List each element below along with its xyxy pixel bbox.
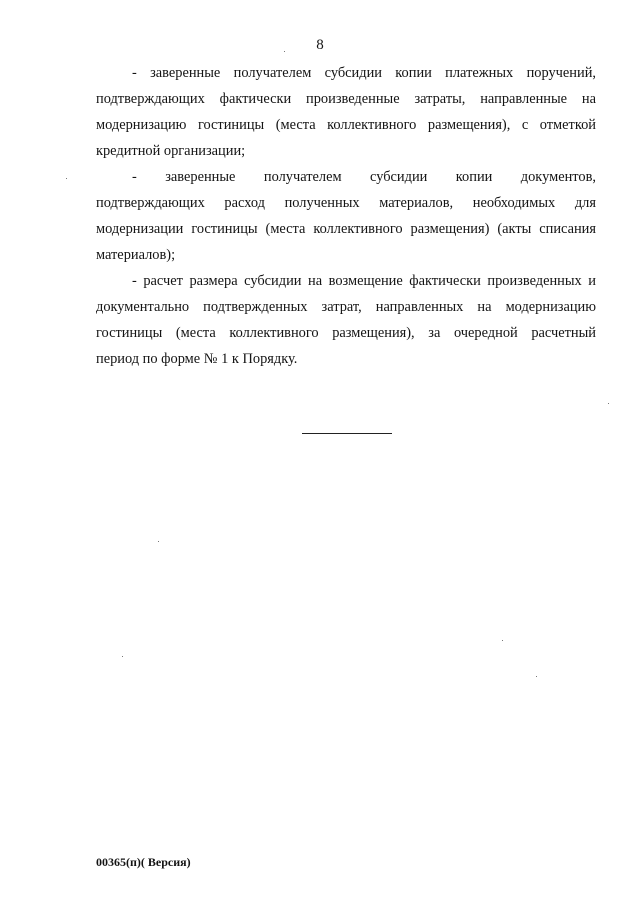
text-line: подтверждающих расход полученных материалов, необходимых для [96,195,596,211]
page-number: 8 [316,37,324,53]
footer-document-code: 00365(п)( Версия) [96,855,191,869]
text-line: - заверенные получателем субсидии копии документов, [132,169,596,185]
text-line: подтверждающих фактически произведенные затраты, направленные на [96,91,596,107]
paragraph-materials-documents [96,164,596,268]
text-line: гостиницы (места коллективного размещения), за очередной расчетный [96,325,596,341]
text-line: кредитной организации; [96,143,246,159]
paragraph-payment-orders [96,60,596,164]
text-line: - заверенные получателем субсидии копии платежных поручений, [132,65,596,81]
scan-speck [502,640,503,641]
separator-line [302,433,392,434]
scan-speck [158,541,159,542]
text-line: модернизацию гостиницы (места коллективного размещения), с отметкой [96,117,596,133]
text-line: документально подтвержденных затрат, направленных на модернизацию [96,299,596,315]
paragraph-subsidy-calculation [96,268,596,372]
text-line: - расчет размера субсидии на возмещение фактически произведенных и [132,273,596,289]
scan-speck [284,51,285,52]
scan-speck [536,676,537,677]
text-line: период по форме № 1 к Порядку. [96,351,298,367]
text-line: модернизации гостиницы (места коллективного размещения) (акты списания [96,221,596,237]
scan-speck [608,403,609,404]
scan-speck [66,178,67,179]
scan-speck [122,656,123,657]
document-body [96,60,596,372]
text-line: материалов); [96,247,176,263]
